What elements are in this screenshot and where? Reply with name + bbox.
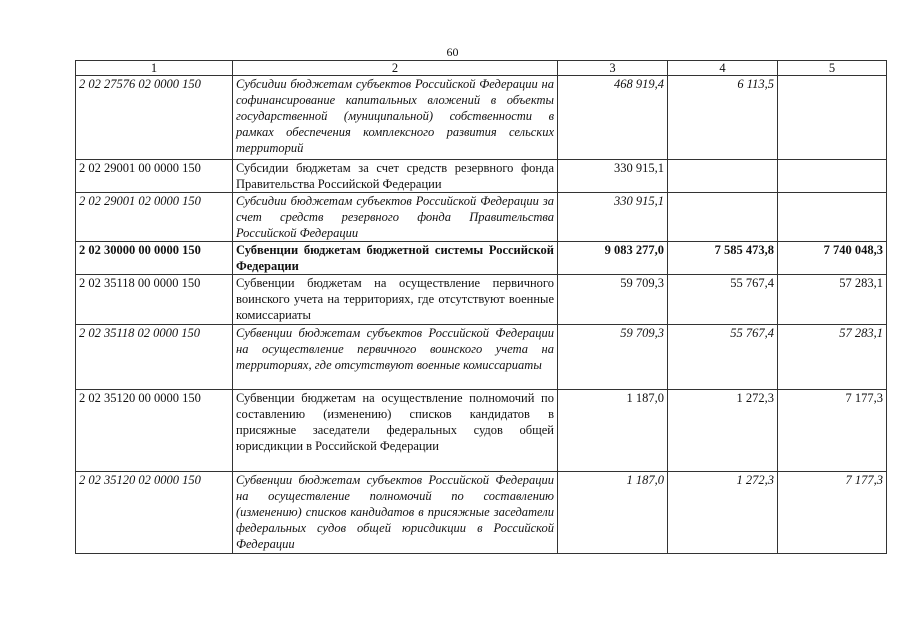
row-value-4: 1 272,3 xyxy=(668,390,778,472)
row-code: 2 02 35118 02 0000 150 xyxy=(76,325,233,390)
row-value-3: 330 915,1 xyxy=(558,193,668,242)
row-value-5 xyxy=(778,193,887,242)
table-row xyxy=(76,160,887,193)
row-value-4: 55 767,4 xyxy=(668,325,778,390)
row-code: 2 02 35120 02 0000 150 xyxy=(76,472,233,554)
row-value-5 xyxy=(778,160,887,193)
row-name: Субсидии бюджетам за счет средств резервного фонда Правительства Российской Федерации xyxy=(233,160,558,193)
row-code: 2 02 27576 02 0000 150 xyxy=(76,76,233,160)
row-name: Субвенции бюджетам на осуществление первичного воинского учета на территориях, где отсутствуют военные комиссариаты xyxy=(233,275,558,325)
column-header-2: 2 xyxy=(233,61,558,76)
row-name: Субвенции бюджетам на осуществление полномочий по составлению (изменению) списков кандидатов в присяжные заседатели федеральных судов общей юрисдикции в Российской Федерации xyxy=(233,390,558,472)
table-row xyxy=(76,242,887,275)
row-value-5: 7 740 048,3 xyxy=(778,242,887,275)
budget-table xyxy=(75,60,887,554)
row-name: Субвенции бюджетам субъектов Российской Федерации на осуществление первичного воинского учета на территориях, где отсутствуют военные комиссариаты xyxy=(233,325,558,390)
row-value-5: 7 177,3 xyxy=(778,472,887,554)
row-value-3: 9 083 277,0 xyxy=(558,242,668,275)
row-code: 2 02 35118 00 0000 150 xyxy=(76,275,233,325)
row-value-5 xyxy=(778,76,887,160)
row-value-4: 55 767,4 xyxy=(668,275,778,325)
column-header-4: 4 xyxy=(668,61,778,76)
row-value-3: 330 915,1 xyxy=(558,160,668,193)
row-code: 2 02 29001 00 0000 150 xyxy=(76,160,233,193)
row-code: 2 02 29001 02 0000 150 xyxy=(76,193,233,242)
row-code: 2 02 35120 00 0000 150 xyxy=(76,390,233,472)
table-row xyxy=(76,193,887,242)
table-row xyxy=(76,472,887,554)
page-number: 60 xyxy=(446,45,459,59)
row-name: Субвенции бюджетам бюджетной системы Российской Федерации xyxy=(233,242,558,275)
column-header-1: 1 xyxy=(76,61,233,76)
row-name: Субсидии бюджетам субъектов Российской Федерации на софинансирование капитальных вложений в объекты государственной (муниципальной) собственности в рамках обеспечения комплексного развития сельских территорий xyxy=(233,76,558,160)
column-header-3: 3 xyxy=(558,61,668,76)
row-name: Субвенции бюджетам субъектов Российской Федерации на осуществление полномочий по составлению (изменению) списков кандидатов в присяжные заседатели федеральных судов общей юрисдикции в Российской Федерации xyxy=(233,472,558,554)
row-value-4: 6 113,5 xyxy=(668,76,778,160)
table-row xyxy=(76,325,887,390)
table-row xyxy=(76,76,887,160)
row-value-3: 1 187,0 xyxy=(558,390,668,472)
row-name: Субсидии бюджетам субъектов Российской Федерации за счет средств резервного фонда Правительства Российской Федерации xyxy=(233,193,558,242)
table-row xyxy=(76,275,887,325)
row-value-3: 468 919,4 xyxy=(558,76,668,160)
row-value-5: 57 283,1 xyxy=(778,275,887,325)
row-value-4: 7 585 473,8 xyxy=(668,242,778,275)
row-value-4 xyxy=(668,160,778,193)
table-row xyxy=(76,390,887,472)
row-value-5: 57 283,1 xyxy=(778,325,887,390)
row-value-3: 59 709,3 xyxy=(558,325,668,390)
table-header-row xyxy=(76,61,887,76)
column-header-5: 5 xyxy=(778,61,887,76)
row-code: 2 02 30000 00 0000 150 xyxy=(76,242,233,275)
row-value-4 xyxy=(668,193,778,242)
row-value-5: 7 177,3 xyxy=(778,390,887,472)
row-value-3: 59 709,3 xyxy=(558,275,668,325)
row-value-4: 1 272,3 xyxy=(668,472,778,554)
row-value-3: 1 187,0 xyxy=(558,472,668,554)
